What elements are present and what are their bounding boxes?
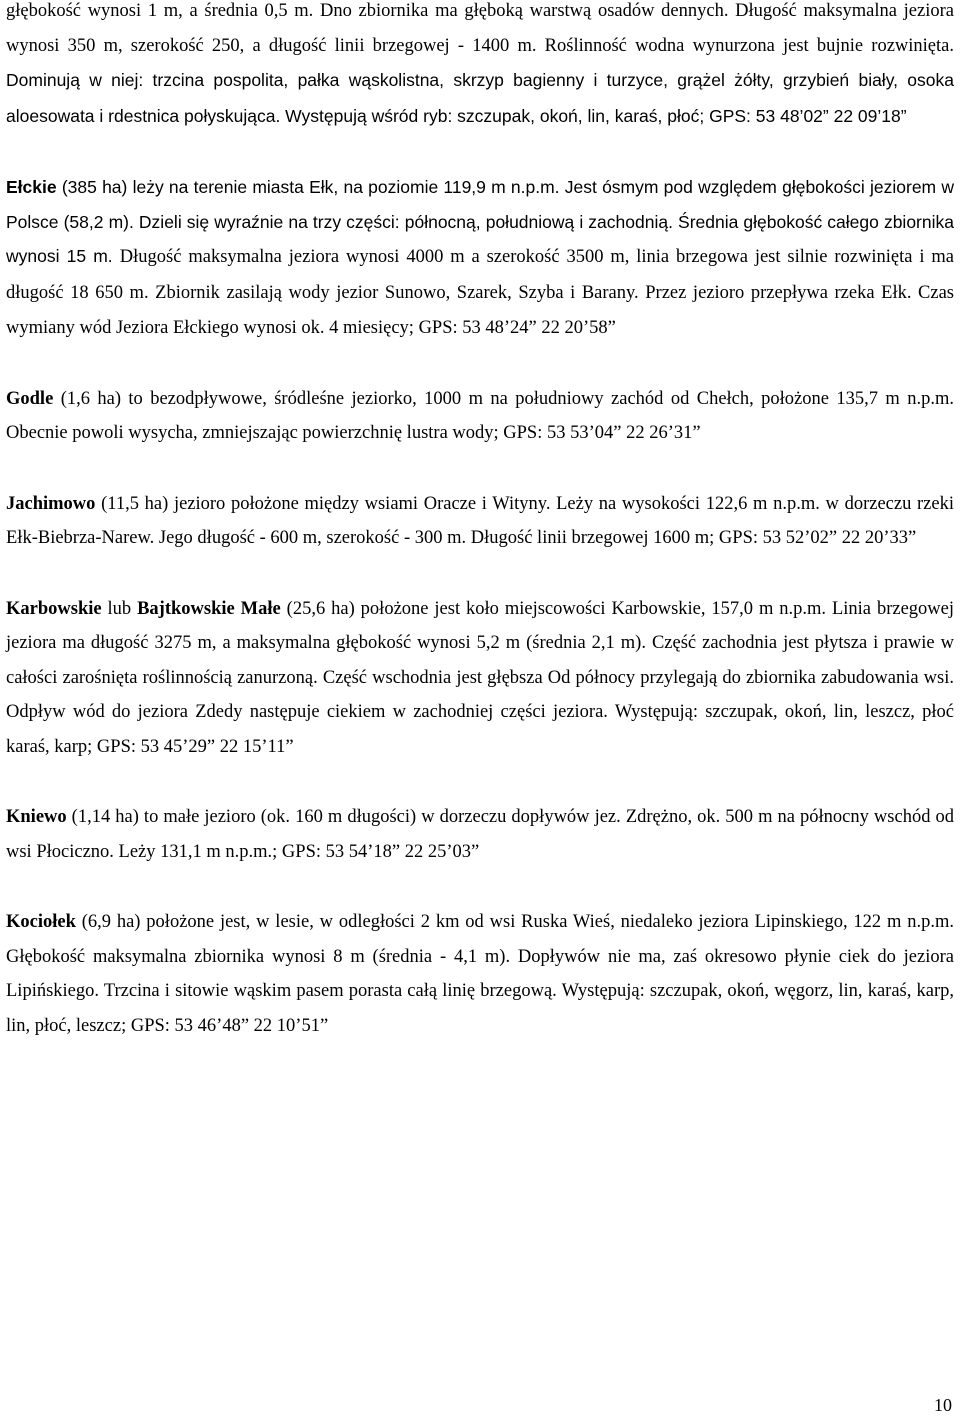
paragraph-text: (11,5 ha) jezioro położone między wsiami Oracze i Wityny. Leży na wysokości 122,6 m n.p.m. w dorzeczu rzeki Ełk-Biebrza-Narew. Jego długość - 600 m, szerokość - 300 m. Długość linii brzegowej 1600 m; GPS: 53 52’02” 22 20’33”: [6, 493, 954, 548]
lake-name: Ełckie: [6, 177, 57, 197]
paragraph-spacer: [6, 451, 954, 487]
paragraph-text: lub: [101, 598, 138, 619]
paragraph-text: (385 ha) leży na terenie miasta Ełk, na poziomie 119,9 m n.p.m. Jest ósmym pod względem głębokości jeziorem w Polsce (58,2 m).: [6, 177, 954, 232]
paragraph-lake-kociolek: [6, 905, 954, 1043]
page-number: 10: [934, 1395, 952, 1415]
paragraph-lake-elckie: [6, 170, 954, 346]
paragraph-lake-kniewo: [6, 800, 954, 869]
lake-name: Jachimowo: [6, 493, 96, 514]
paragraph-text: Dzieli się wyraźnie na trzy części: północną, południową i zachodnią. Średnia głębokość całego zbiornika wynosi 15 m.: [6, 211, 954, 266]
lake-name: Karbowskie: [6, 598, 102, 619]
paragraph-spacer: [6, 556, 954, 592]
paragraph-lake-jachimowo: [6, 487, 954, 556]
paragraph-spacer: [6, 764, 954, 800]
paragraph-text: Długość maksymalna jeziora wynosi 4000 m a szerokość 3500 m, linia brzegowa jest silnie rozwinięta i ma długość 18 650 m. Zbiornik zasilają wody jezior Sunowo, Szarek, Szyba i Barany. Przez jezioro przepływa rzeka Ełk. Czas wymiany wód Jeziora Ełckiego wynosi ok. 4 miesięcy; GPS: 53 48’24” 22 20’58”: [6, 247, 954, 338]
lake-name: Godle: [6, 388, 54, 409]
paragraph-text: głębokość wynosi 1 m, a średnia 0,5 m. Dno zbiornika ma głęboką warstwą osadów dennych. Długość maksymalna jeziora wynosi 350 m, szerokość 250, a długość linii brzegowej - 1400 m. Roślinność wodna wynurzona jest bujnie rozwinięta.: [6, 1, 954, 56]
paragraph-text: (6,9 ha) położone jest, w lesie, w odległości 2 km od wsi Ruska Wieś, niedaleko jeziora Lipinskiego, 122 m n.p.m. Głębokość maksymalna zbiornika wynosi 8 m (średnia - 4,1 m). Dopływów nie ma, zaś okresowo płynie ciek do jeziora Lipińskiego. Trzcina i sitowie wąskim pasem porasta całą linię brzegową. Występują: szczupak, okoń, węgorz, lin, karaś, karp, lin, płoć, leszcz; GPS: 53 46’48” 22 10’51”: [6, 912, 954, 1036]
lake-name-alt: Bajtkowskie Małe: [137, 598, 281, 619]
paragraph-text-sans: Dominują w niej: trzcina pospolita, pałka wąskolistna, skrzyp bagienny i turzyce, grążel żółty, grzybień biały, osoka aloesowata i rdestnica połyskująca. Występują wśród ryb: szczupak, okoń, lin, karaś, płoć; GPS: 53 48’02” 22 09’18”: [6, 70, 954, 126]
paragraph-lake-godle: [6, 382, 954, 451]
document-page: [6, 0, 954, 1043]
paragraph-spacer: [6, 346, 954, 382]
paragraph-spacer: [6, 134, 954, 170]
paragraph-intro-continuation: [6, 0, 954, 134]
lake-name: Kniewo: [6, 807, 67, 827]
paragraph-lake-karbowskie: [6, 592, 954, 765]
paragraph-spacer: [6, 869, 954, 905]
paragraph-text: (1,14 ha) to małe jezioro (ok. 160 m długości) w dorzeczu dopływów jez. Zdrężno, ok. 500 m na północny wschód od wsi Płociczno. Leży 131,1 m n.p.m.; GPS: 53 54’18” 22 25’03”: [6, 807, 954, 862]
paragraph-text: (25,6 ha) położone jest koło miejscowości Karbowskie, 157,0 m n.p.m. Linia brzegowej jeziora ma długość 3275 m, a maksymalna głębokość wynosi 5,2 m (średnia 2,1 m). Część zachodnia jest płytsza i prawie w całości zarośnięta roślinnością zanurzoną. Część wschodnia jest głębsza Od północy przylegają do zbiornika zabudowania wsi. Odpływ wód do jeziora Zdedy następuje ciekiem w zachodniej części jeziora. Występują: szczupak, okoń, lin, leszcz, płoć karaś, karp; GPS: 53 45’29” 22 15’11”: [6, 598, 954, 757]
lake-name: Kociołek: [6, 912, 76, 932]
paragraph-text: (1,6 ha) to bezodpływowe, śródleśne jeziorko, 1000 m na południowy zachód od Chełch, położone 135,7 m n.p.m. Obecnie powoli wysycha, zmniejszając powierzchnię lustra wody; GPS: 53 53’04” 22 26’31”: [6, 388, 954, 443]
